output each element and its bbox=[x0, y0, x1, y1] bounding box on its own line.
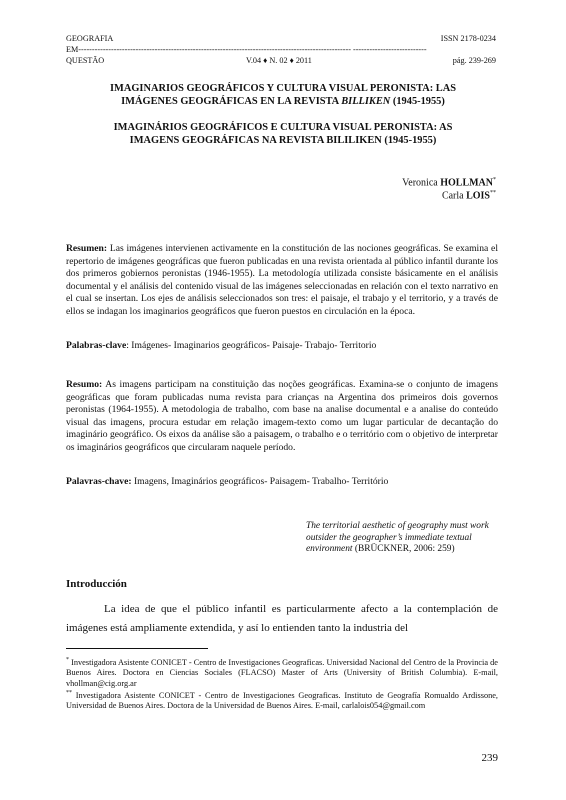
footnote-1: * Investigadora Asistente CONICET - Centro de Investigaciones Geograficas. Universidad Nacional del Centro de la Provincia de Buenos Aires. Doctora en Ciencias Sociales (FLACSO) Master of Arts (University of British Columbia). E-mail, vhollman@cig.org.ar bbox=[66, 657, 498, 688]
footnote-2: ** Investigadora Asistente CONICET - Centro de Investigaciones Geograficas. Instituto de Geografía Romualdo Ardissone, Universidad de Buenos Aires. Doctora de la Universidad de Buenos Aires. E-mail, carlalois054@gmail.com bbox=[66, 690, 498, 711]
header-rule: EM---------------------------------------------------------------------------------------------------- --------------------------- bbox=[66, 45, 427, 54]
page-number: 239 bbox=[481, 752, 498, 764]
epigraph: The territorial aesthetic of geography must work outsider the geographer’s immediate textual environment (BRÜCKNER, 2006: 259) bbox=[306, 521, 489, 555]
keywords-spanish: Palabras-clave: Imágenes- Imaginarios geográficos- Paisaje- Trabajo- Territorio bbox=[66, 340, 377, 351]
journal-name: GEOGRAFIA bbox=[66, 34, 114, 43]
abstract-portuguese: Resumo: As imagens participam na constituição das noções geográficas. Examina-se o conjunto de imagens geográficas que foram publicadas numa revista para crianças na Argentina dos primeiros dois governos peronistas (1964-1955). A metodologia de trabalho, com base na analise documental e a analise do conteúdo visual das imagens, procura estudar em relação imagem-texto como um lugar particular de decantação do imaginário geográfico. Os eixos da análise são a paisagem, o trabalho e o território com o objetivo de interpretar os imaginários geográficos que circularam naquele período. bbox=[66, 379, 498, 453]
section-title: Introducción bbox=[66, 578, 127, 590]
page-range: pág. 239-269 bbox=[452, 56, 496, 65]
author-2: Carla LOIS** bbox=[441, 190, 496, 202]
title-spanish: IMAGINARIOS GEOGRÁFICOS Y CULTURA VISUAL PERONISTA: LAS IMÁGENES GEOGRÁFICAS EN LA REVISTA BILLIKEN (1945-1955) bbox=[109, 83, 457, 107]
journal-subname: QUESTÃO bbox=[66, 56, 105, 65]
keywords-portuguese: Palavras-chave: Imagens, Imaginários geográficos- Paisagem- Trabalho- Território bbox=[66, 476, 389, 487]
volume-info: V.04 ♦ N. 02 ♦ 2011 bbox=[246, 56, 312, 65]
issn: ISSN 2178-0234 bbox=[440, 34, 496, 43]
author-1: Veronica HOLLMAN* bbox=[402, 177, 496, 189]
intro-paragraph: La idea de que el público infantil es particularmente afecto a la contemplación de imágenes está ampliamente extendida, y así lo entienden tanto la industria del bbox=[66, 603, 498, 634]
abstract-spanish: Resumen: Las imágenes intervienen activamente en la constitución de las nociones geográficas. Se examina el repertorio de imágenes geográficas que fueron publicadas en una revista orientada al público infantil durante los dos primeros gobiernos peronistas (1946-1955). La metodología utilizada consiste básicamente en el análisis documental y el análisis del contenido visual de las imágenes seleccionadas en relación con el texto narrativo en el cual se insertan. Los ejes de análisis seleccionados son tres: el paisaje, el trabajo y el territorio, y a través de ellos se indagan los imaginarios geográficos que fueron puestos en circulación en la época. bbox=[66, 243, 498, 317]
footnote-divider bbox=[66, 648, 208, 649]
title-portuguese: IMAGINÁRIOS GEOGRÁFICOS E CULTURA VISUAL PERONISTA: AS IMAGENS GEOGRÁFICAS NA REVISTA BILILIKEN (1945-1955) bbox=[113, 122, 453, 146]
